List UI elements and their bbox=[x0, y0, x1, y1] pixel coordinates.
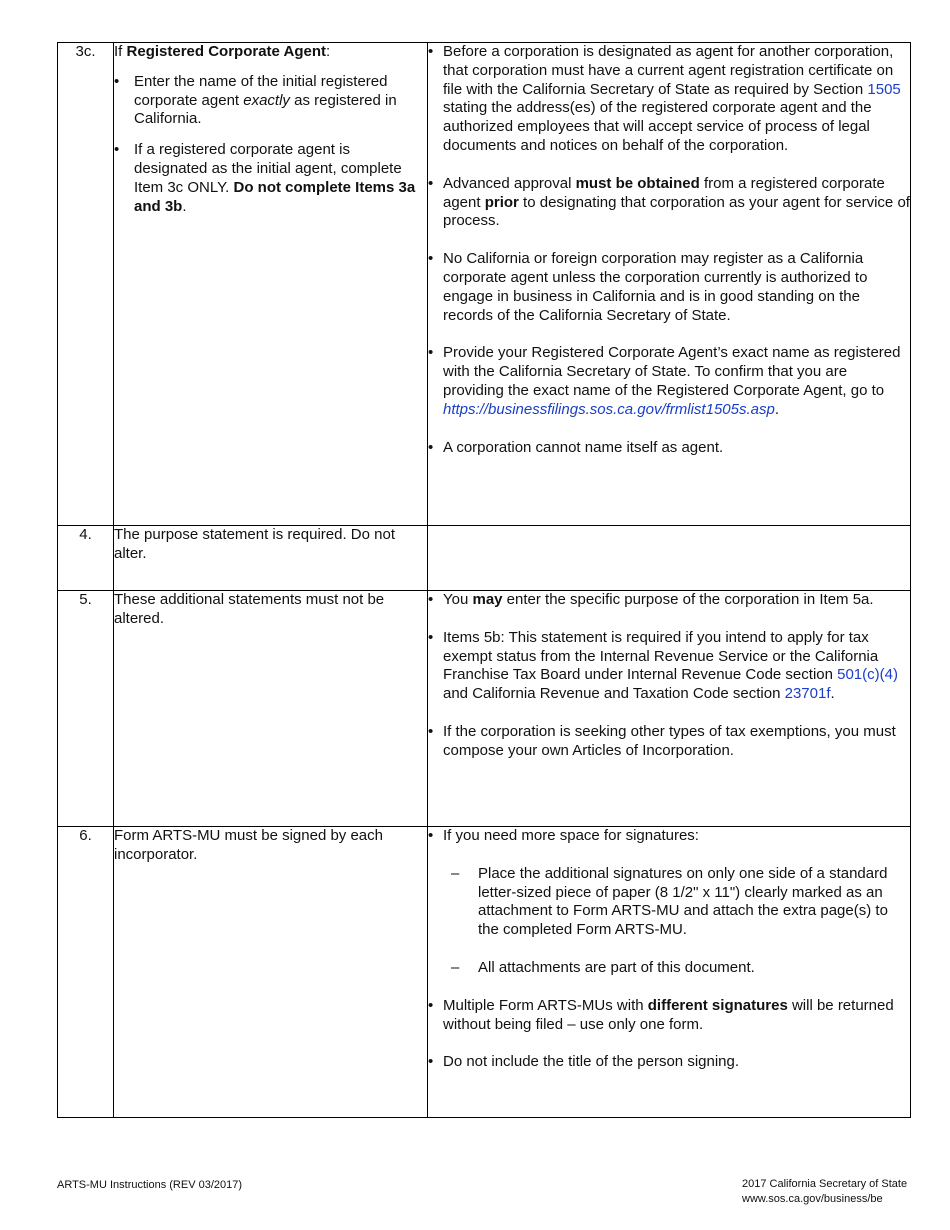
bullet-list bbox=[428, 827, 910, 1072]
list-item: • Before a corporation is designated as agent for another corporation, that corporation must have a current agent registration certificate on file with the California Secretary of State as required by Section 1505 stating the address(es) of the registered corporate agent and the authorized employees that will accept service of process of legal documents and notices on behalf of the corporation. bbox=[428, 43, 910, 156]
item-instructions bbox=[428, 526, 911, 591]
footer-publisher bbox=[742, 1177, 907, 1207]
bullet-list bbox=[428, 43, 910, 457]
table-row bbox=[58, 827, 911, 1118]
list-item: • Multiple Form ARTS-MUs with different signatures will be returned without being filed – use only one form. bbox=[428, 997, 910, 1035]
list-item: • No California or foreign corporation may register as a California corporate agent unless the corporation currently is authorized to engage in business in California and is in good standing on the records of the California Secretary of State. bbox=[428, 250, 910, 325]
bullet-list bbox=[114, 73, 427, 217]
item-instructions bbox=[428, 591, 911, 827]
table-row bbox=[58, 43, 911, 526]
list-item: • If a registered corporate agent is designated as the initial agent, complete Item 3c ONLY. Do not complete Items 3a and 3b. bbox=[114, 141, 427, 216]
footer-copyright: 2017 California Secretary of State bbox=[742, 1178, 908, 1190]
item-number: 6. bbox=[58, 827, 114, 1118]
list-item: – Place the additional signatures on only one side of a standard letter-sized piece of paper (8 1/2" x 11") clearly marked as an attachment to Form ARTS-MU and attach the extra page(s) to the completed Form ARTS-MU. bbox=[443, 865, 910, 940]
rtc-23701f-link[interactable]: 23701f bbox=[784, 685, 831, 703]
list-item: • You may enter the specific purpose of the corporation in Item 5a. bbox=[428, 591, 910, 610]
list-item: • Items 5b: This statement is required if you intend to apply for tax exempt status from the Internal Revenue Service or the California Franchise Tax Board under Internal Revenue Code section 501(c)(4) and California Revenue and Taxation Code section 23701f. bbox=[428, 629, 910, 704]
dash-list bbox=[443, 865, 910, 978]
list-item: • Do not include the title of the person signing. bbox=[428, 1053, 910, 1072]
item-number: 5. bbox=[58, 591, 114, 827]
list-item: • If the corporation is seeking other types of tax exemptions, you must compose your own Articles of Incorporation. bbox=[428, 723, 910, 761]
lead-line: If Registered Corporate Agent: bbox=[114, 43, 331, 60]
table-row bbox=[58, 526, 911, 591]
list-item: – All attachments are part of this document. bbox=[443, 959, 910, 978]
list-item: • Advanced approval must be obtained from a registered corporate agent prior to designating that corporation as your agent for service of process. bbox=[428, 175, 910, 231]
instructions-table bbox=[57, 42, 911, 1118]
item-description bbox=[114, 43, 428, 526]
bullet-list bbox=[428, 591, 910, 761]
agent-list-link[interactable]: https://businessfilings.sos.ca.gov/frmlist1505s.asp bbox=[443, 400, 775, 418]
list-item: • If you need more space for signatures: – Place the additional signatures on only one side of a standard letter-sized piece of paper (8 1/2" x 11") clearly marked as an attachment to Form ARTS-MU and attach the extra page(s) to the completed Form ARTS-MU. – All attachments are part of this document. bbox=[428, 827, 910, 978]
item-description: These additional statements must not be altered. bbox=[114, 591, 428, 827]
item-instructions bbox=[428, 827, 911, 1118]
footer-form-revision: ARTS-MU Instructions (REV 03/2017) bbox=[57, 1179, 243, 1191]
item-description: The purpose statement is required. Do not alter. bbox=[114, 526, 428, 591]
item-number: 3c. bbox=[58, 43, 114, 526]
footer-website: www.sos.ca.gov/business/be bbox=[742, 1193, 883, 1205]
item-instructions bbox=[428, 43, 911, 526]
table-row bbox=[58, 591, 911, 827]
irc-501c4-link[interactable]: 501(c)(4) bbox=[837, 666, 898, 684]
section-1505-link[interactable]: 1505 bbox=[867, 80, 901, 98]
item-description: Form ARTS-MU must be signed by each incorporator. bbox=[114, 827, 428, 1118]
list-item: • Provide your Registered Corporate Agent’s exact name as registered with the California Secretary of State. To confirm that you are providing the exact name of the Registered Corporate Agent, go to https://businessfilings.sos.ca.gov/frmlist1505s.asp. bbox=[428, 344, 910, 419]
item-number: 4. bbox=[58, 526, 114, 591]
list-item: • A corporation cannot name itself as agent. bbox=[428, 439, 910, 458]
list-item: • Enter the name of the initial registered corporate agent exactly as registered in California. bbox=[114, 73, 427, 129]
